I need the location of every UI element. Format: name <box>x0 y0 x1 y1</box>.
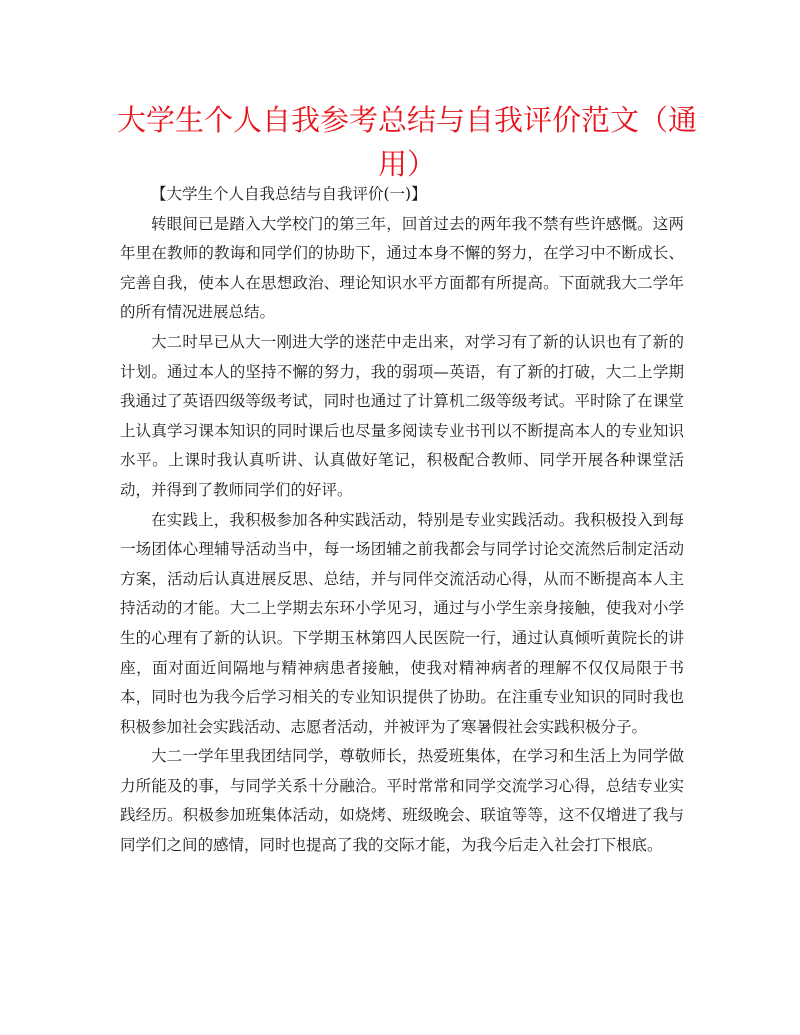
section-heading: 【大学生个人自我总结与自我评价(一)】 <box>151 185 427 203</box>
paragraph-4: 大二一学年里我团结同学，尊敬师长，热爱班集体，在学习和生活上为同学做力所能及的事，与同学关系十分融洽。平时常常和同学交流学习心得，总结专业实践经历。积极参加班集体活动，如烧烤、班级晚会、联谊等等，这不仅增进了我与同学们之间的感情，同时也提高了我的交际才能，为我今后走入社会打下根底。 <box>120 747 684 855</box>
paragraph-3: 在实践上，我积极参加各种实践活动，特别是专业实践活动。我积极投入到每一场团体心理辅导活动当中，每一场团辅之前我都会与同学讨论交流然后制定活动方案，活动后认真进展反思、总结，并与同伴交流活动心得，从而不断提高本人主持活动的才能。大二上学期去东环小学见习，通过与小学生亲身接触，使我对小学生的心理有了新的认识。下学期玉林第四人民医院一行，通过认真倾听黄院长的讲座，面对面近间隔地与精神病患者接触，使我对精神病者的理解不仅仅局限于书本，同时也为我今后学习相关的专业知识提供了协助。在注重专业知识的同时我也积极参加社会实践活动、志愿者活动，并被评为了寒暑假社会实践积极分子。 <box>120 510 684 736</box>
document-title: 大学生个人自我参考总结与自我评价范文（通用） <box>116 103 697 181</box>
paragraph-1: 转眼间已是踏入大学校门的第三年，回首过去的两年我不禁有些许感慨。这两年里在教师的教诲和同学们的协助下，通过本身不懈的努力，在学习中不断成长、完善自我，使本人在思想政治、理论知识水平方面都有所提高。下面就我大二学年的所有情况进展总结。 <box>120 214 684 322</box>
document-body <box>120 180 684 861</box>
paragraph-2: 大二时早已从大一刚进大学的迷茫中走出来，对学习有了新的认识也有了新的计划。通过本人的坚持不懈的努力，我的弱项—英语，有了新的打破，大二上学期我通过了英语四级等级考试，同时也通过了计算机二级等级考试。平时除了在课堂上认真学习课本知识的同时课后也尽量多阅读专业书刊以不断提高本人的专业知识水平。上课时我认真听讲、认真做好笔记，积极配合教师、同学开展各种课堂活动，并得到了教师同学们的好评。 <box>120 332 684 499</box>
